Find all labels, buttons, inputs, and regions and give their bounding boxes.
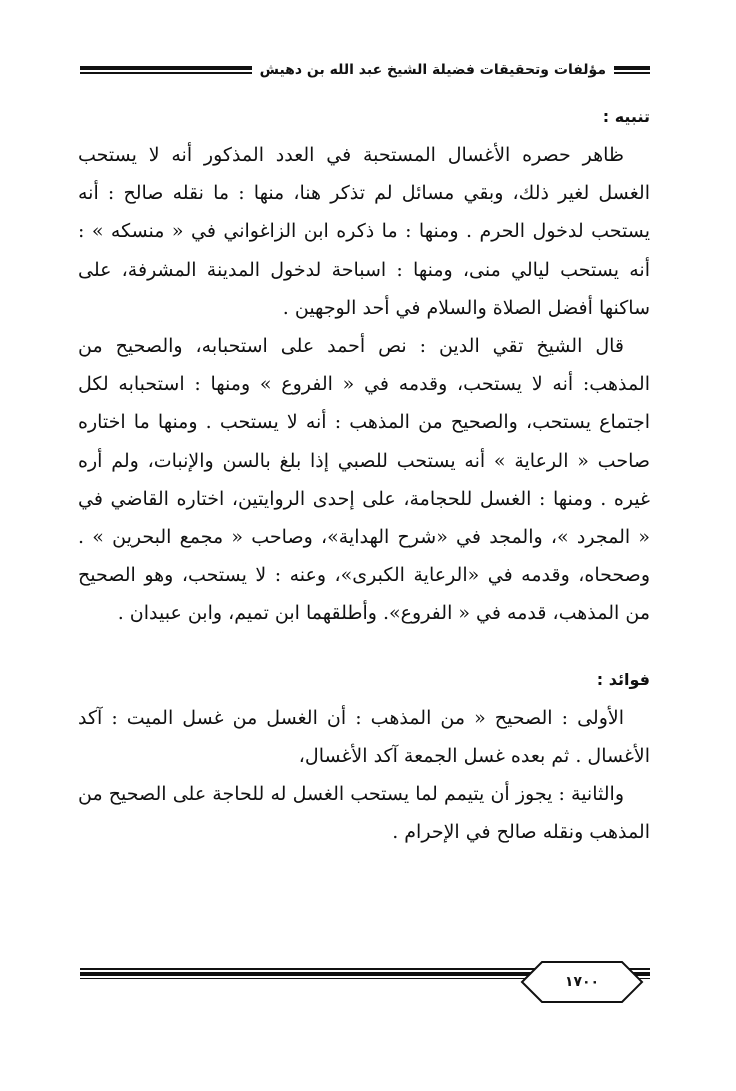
paragraph: قال الشيخ تقي الدين : نص أحمد على استحبابه، والصحيح من المذهب: أنه لا يستحب، وقدمه في « الفروع » ومنها : استحبابه لكل اجتماع يستحب، والصحيح من المذهب : أنه لا يستحب . ومنها ما اختاره صاحب « الرعاية » أنه يستحب للصبي إذا بلغ بالسن والإنبات، ولم أره غيره . ومنها : الغسل للحجامة، على إحدى الروايتين، اختاره القاضي في « المجرد »، والمجد في «شرح الهداية»، وصاحب « مجمع البحرين » . وصححاه، وقدمه في «الرعاية الكبرى»، وعنه : لا يستحب، وهو الصحيح من المذهب، قدمه في « الفروع». وأطلقهما ابن تميم، وابن عبيدان . (78, 335, 650, 625)
page-body (78, 104, 650, 851)
section-title-note: تنبيه : (602, 107, 650, 126)
paragraph: ظاهر حصره الأغسال المستحبة في العدد المذكور أنه لا يستحب الغسل لغير ذلك، وبقي مسائل لم تذكر هنا، منها : ما نقله صالح : أنه يستحب لدخول الحرم . ومنها : ما ذكره ابن الزاغواني في « منسكه » : أنه يستحب ليالي منى، ومنها : اسباحة لدخول المدينة المشرفة، على ساكنها أفضل الصلاة والسلام في أحد الوجهين . (78, 144, 650, 319)
running-header (80, 58, 650, 82)
page-number-badge (520, 960, 644, 1004)
page-number: ١٧٠٠ (564, 974, 600, 990)
section-title-benefits: فوائد : (596, 669, 650, 689)
header-title: مؤلفات وتحقيقات فضيلة الشيخ عبد الله بن دهيش (259, 62, 606, 78)
paragraph: الأولى : الصحيح « من المذهب : أن الغسل من غسل الميت : آكد الأغسال . ثم بعده غسل الجمعة آكد الأغسال، (78, 706, 650, 767)
header-rule-right (614, 66, 650, 74)
header-rule-left (80, 66, 252, 74)
page-footer (80, 952, 650, 1012)
paragraph: والثانية : يجوز أن يتيمم لما يستحب الغسل له للحاجة على الصحيح من المذهب ونقله صالح في الإحرام . (78, 783, 650, 844)
